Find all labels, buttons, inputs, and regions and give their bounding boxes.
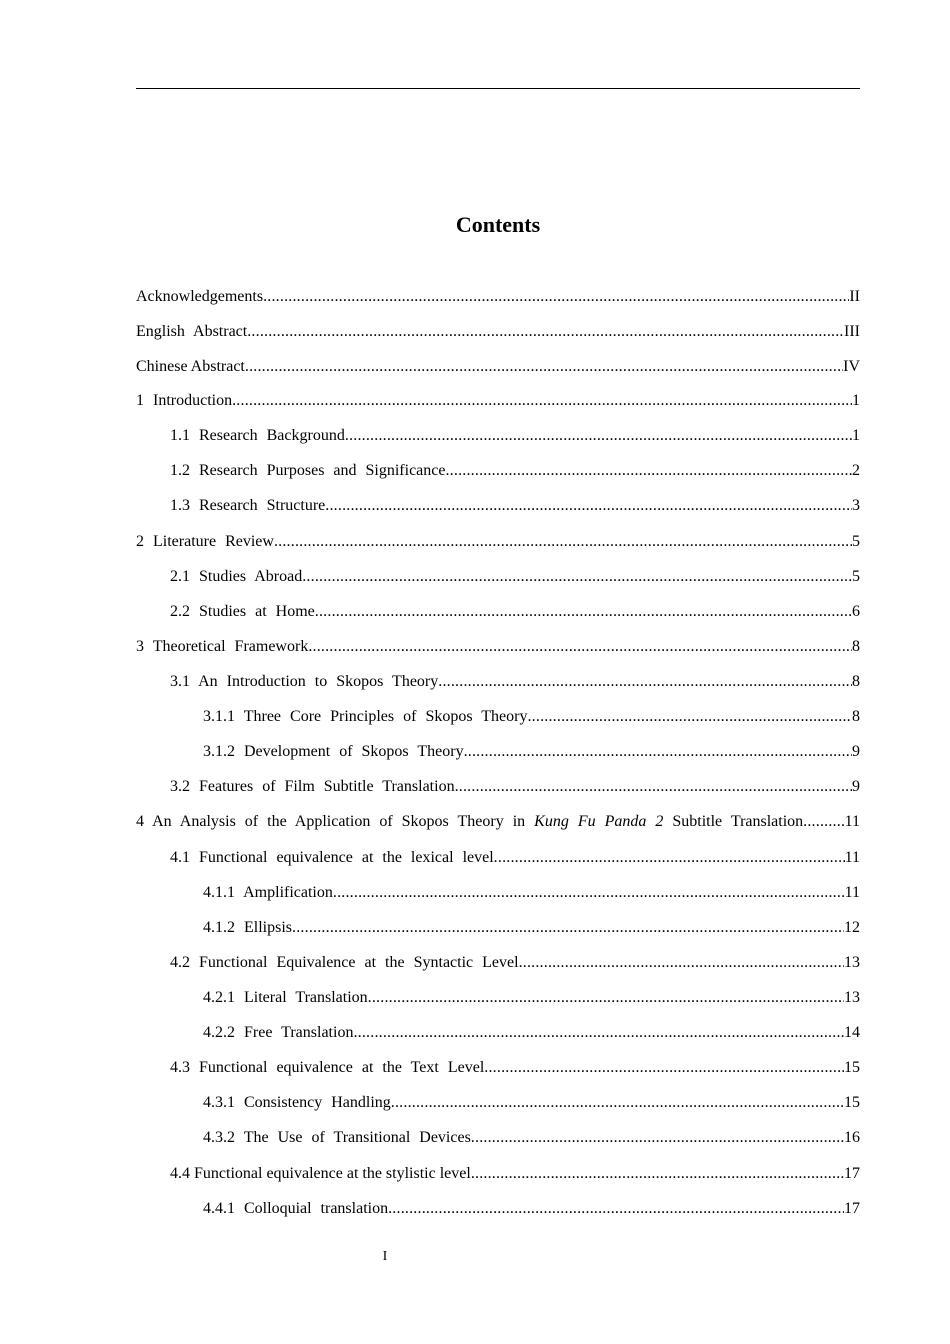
- toc-leader-dots: [368, 988, 844, 1008]
- toc-entry-label: 4.1.2 Ellipsis: [203, 919, 293, 936]
- toc-leader-dots: [471, 1128, 844, 1148]
- header-rule: [136, 88, 860, 89]
- toc-entry[interactable]: [136, 630, 860, 664]
- toc-leader-dots: [232, 391, 852, 411]
- toc-leader-dots: [471, 1164, 844, 1184]
- toc-leader-dots: [325, 496, 852, 516]
- toc-leader-dots: [438, 672, 852, 692]
- toc-entry-page: 16: [844, 1129, 860, 1146]
- toc-entry[interactable]: [170, 946, 860, 980]
- toc-entry[interactable]: [136, 384, 860, 418]
- toc-entry[interactable]: [203, 700, 860, 734]
- toc-entry[interactable]: [170, 454, 860, 488]
- toc-entry[interactable]: [203, 911, 860, 945]
- toc-entry-page: 8: [852, 638, 860, 655]
- toc-entry[interactable]: [203, 876, 860, 910]
- toc-entry-page: III: [844, 323, 860, 340]
- toc-leader-dots: [245, 357, 843, 377]
- toc-entry[interactable]: [170, 595, 860, 629]
- toc-entry[interactable]: [170, 489, 860, 523]
- toc-leader-dots: [527, 707, 852, 727]
- toc-leader-dots: [445, 461, 852, 481]
- toc-entry-page: 1: [852, 427, 860, 444]
- toc-entry[interactable]: [170, 770, 860, 804]
- toc-entry-page: II: [849, 288, 860, 305]
- toc-entry-page: 17: [844, 1200, 860, 1217]
- toc-entry-page: 5: [852, 533, 860, 550]
- toc-entry-label: 4.1.1 Amplification: [203, 884, 333, 901]
- toc-entry-label: 4.3.2 The Use of Transitional Devices: [203, 1129, 471, 1146]
- film-title: Kung Fu Panda 2: [534, 813, 664, 830]
- toc-entry-label: 1.3 Research Structure: [170, 497, 326, 514]
- toc-entry-label: 1.1 Research Background: [170, 427, 345, 444]
- toc-entry-page: 8: [852, 673, 860, 690]
- toc-entry-page: 17: [844, 1165, 860, 1182]
- toc-leader-dots: [388, 1199, 844, 1219]
- toc-entry-label: Acknowledgements: [136, 288, 264, 305]
- toc-leader-dots: [308, 637, 852, 657]
- toc-entry-page: 12: [844, 919, 860, 936]
- toc-entry-label: 4.2 Functional Equivalence at the Syntactic Level: [170, 954, 519, 971]
- toc-entry-label: 4.2.1 Literal Translation: [203, 989, 368, 1006]
- toc-leader-dots: [484, 1058, 844, 1078]
- toc-entry-label: 4.3.1 Consistency Handling: [203, 1094, 391, 1111]
- toc-entry-page: 15: [844, 1059, 860, 1076]
- toc-entry-label: 3.1.1 Three Core Principles of Skopos Theory: [203, 708, 528, 725]
- toc-entry-page: 5: [852, 568, 860, 585]
- toc-leader-dots: [464, 742, 852, 762]
- toc-entry-page: 3: [852, 497, 860, 514]
- toc-entry[interactable]: [203, 981, 860, 1015]
- toc-entry-label: 2.1 Studies Abroad: [170, 568, 303, 585]
- toc-entry[interactable]: [170, 841, 860, 875]
- toc-leader-dots: [353, 1023, 844, 1043]
- toc-leader-dots: [391, 1093, 844, 1113]
- toc-entry[interactable]: [203, 1121, 860, 1155]
- toc-leader-dots: [333, 883, 845, 903]
- toc-entry[interactable]: [136, 525, 860, 559]
- toc-entry-page: 15: [844, 1094, 860, 1111]
- toc-entry-page: 8: [852, 708, 860, 725]
- toc-entry-label: 4.1 Functional equivalence at the lexical level: [170, 849, 494, 866]
- toc-entry[interactable]: [170, 1157, 860, 1191]
- toc-entry-label: 1.2 Research Purposes and Significance: [170, 462, 446, 479]
- toc-leader-dots: [263, 287, 849, 307]
- toc-entry-label: 4.4 Functional equivalence at the stylistic level: [170, 1165, 471, 1182]
- toc-entry[interactable]: [136, 805, 860, 839]
- toc-entry-label: 4.4.1 Colloquial translation: [203, 1200, 389, 1217]
- toc-entry[interactable]: [203, 1016, 860, 1050]
- toc-entry[interactable]: [136, 315, 860, 349]
- toc-entry-page: 13: [844, 989, 860, 1006]
- toc-entry[interactable]: [170, 560, 860, 594]
- footer-page-number: I: [382, 1249, 388, 1264]
- page-title: Contents: [455, 212, 541, 237]
- toc-entry[interactable]: [170, 419, 860, 453]
- toc-entry-label: 4.3 Functional equivalence at the Text Level: [170, 1059, 485, 1076]
- toc-entry-page: 11: [844, 884, 860, 901]
- toc-entry-page: 6: [852, 603, 860, 620]
- toc-entry[interactable]: [203, 1192, 860, 1226]
- toc-entry[interactable]: [136, 280, 860, 314]
- toc-leader-dots: [494, 848, 845, 868]
- toc-leader-dots: [455, 777, 852, 797]
- toc-entry-page: 11: [844, 813, 860, 830]
- toc-entry-label: 2 Literature Review: [136, 533, 274, 550]
- toc-entry-page: 14: [844, 1024, 860, 1041]
- toc-entry-page: 9: [852, 778, 860, 795]
- toc-entry-label: 1 Introduction: [136, 392, 233, 409]
- toc-entry-label: 3.1.2 Development of Skopos Theory: [203, 743, 464, 760]
- toc-entry-label: Chinese Abstract: [136, 358, 245, 375]
- toc-entry-label: 3.1 An Introduction to Skopos Theory: [170, 673, 439, 690]
- toc-entry-page: 11: [844, 849, 860, 866]
- toc-leader-dots: [803, 812, 844, 832]
- toc-leader-dots: [519, 953, 844, 973]
- toc-entry-label: [136, 812, 803, 832]
- toc-entry[interactable]: [136, 350, 860, 384]
- toc-leader-dots: [274, 532, 852, 552]
- toc-entry-label: 4.2.2 Free Translation: [203, 1024, 354, 1041]
- toc-entry-page: 1: [852, 392, 860, 409]
- toc-entry-page: IV: [843, 358, 860, 375]
- toc-leader-dots: [302, 567, 852, 587]
- toc-entry[interactable]: [170, 1051, 860, 1085]
- toc-entry-page: 2: [852, 462, 860, 479]
- toc-entry-label: 2.2 Studies at Home: [170, 603, 315, 620]
- toc-entry-label: 3 Theoretical Framework: [136, 638, 309, 655]
- toc-entry[interactable]: [203, 1086, 860, 1120]
- toc-entry-label: English Abstract: [136, 323, 248, 340]
- toc-entry[interactable]: [170, 665, 860, 699]
- toc-entry-label-suffix: Subtitle Translation: [672, 813, 804, 830]
- toc-entry[interactable]: [203, 735, 860, 769]
- toc-leader-dots: [315, 602, 852, 622]
- toc-entry-page: 13: [844, 954, 860, 971]
- toc-entry-page: 9: [852, 743, 860, 760]
- toc-entry-label-prefix: 4 An Analysis of the Application of Skopos Theory in: [136, 813, 526, 830]
- toc-leader-dots: [247, 322, 844, 342]
- toc-entry-label: 3.2 Features of Film Subtitle Translation: [170, 778, 455, 795]
- toc-leader-dots: [292, 918, 844, 938]
- toc-leader-dots: [345, 426, 852, 446]
